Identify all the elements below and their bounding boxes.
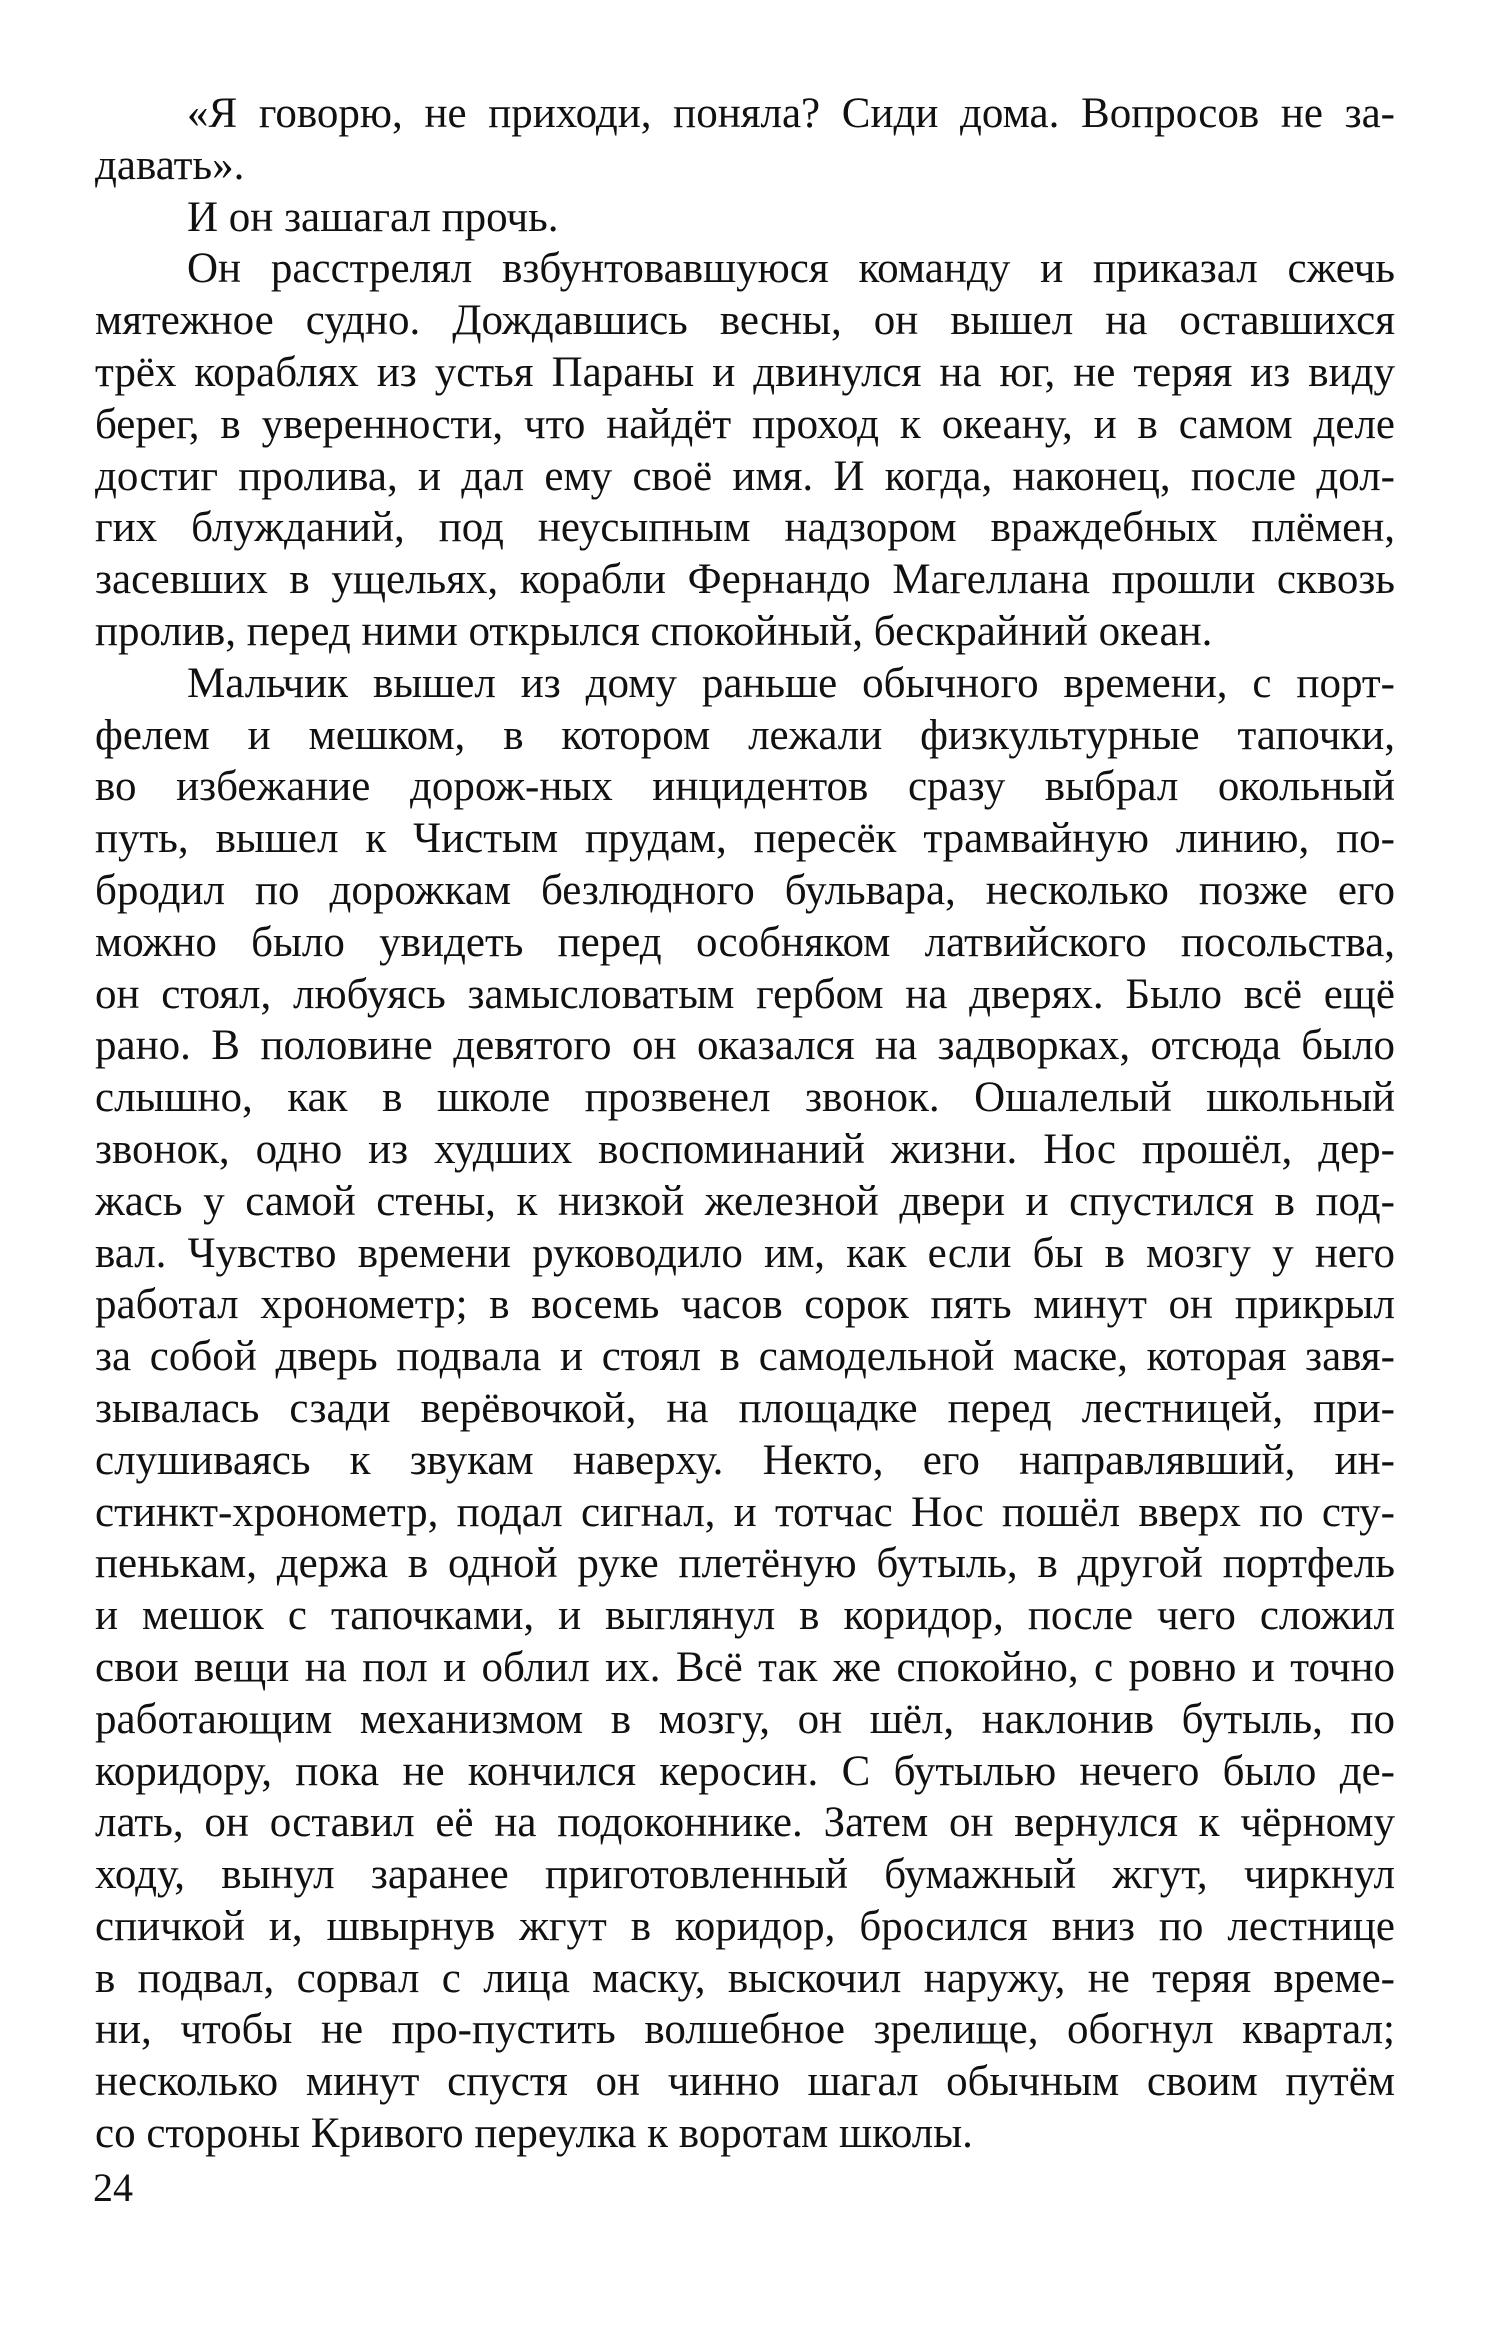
text-line: вал. Чувство времени руководило им, как если бы в мозгу у него xyxy=(95,1229,1395,1277)
text-line: слушиваясь к звукам наверху. Некто, его направлявший, ин- xyxy=(95,1436,1395,1484)
text-line: лать, он оставил её на подоконнике. Затем он вернулся к чёрному xyxy=(95,1799,1395,1847)
text-line: работающим механизмом в мозгу, он шёл, наклонив бутыль, по xyxy=(95,1695,1395,1743)
text-line: пенькам, держа в одной руке плетёную бутыль, в другой портфель xyxy=(95,1540,1395,1588)
text-line: бродил по дорожкам безлюдного бульвара, несколько позже его xyxy=(95,866,1395,914)
paragraph xyxy=(95,192,1395,244)
text-line: мятежное судно. Дождавшись весны, он вышел на оставшихся xyxy=(95,297,1395,345)
text-line: фелем и мешком, в котором лежали физкультурные тапочки, xyxy=(95,711,1395,759)
text-line: несколько минут спустя он чинно шагал обычным своим путём xyxy=(95,2058,1395,2106)
text-line: спичкой и, швырнув жгут в коридор, бросился вниз по лестнице xyxy=(95,1902,1395,1950)
text-line: гих блужданий, под неусыпным надзором враждебных плёмен, xyxy=(95,504,1395,552)
text-line: свои вещи на пол и облил их. Всё так же спокойно, с ровно и точно xyxy=(95,1643,1395,1691)
text-line: «Я говорю, не приходи, поняла? Сиди дома. Вопросов не за- xyxy=(187,90,1395,137)
text-line: во избежание дорож-ных инцидентов сразу выбрал окольный xyxy=(95,763,1395,811)
page-number: 24 xyxy=(93,2165,133,2210)
text-line: со стороны Кривого переулка к воротам школы. xyxy=(95,2110,973,2158)
text-line: он стоял, любуясь замысловатым гербом на дверях. Было всё ещё xyxy=(95,970,1395,1018)
text-line: ходу, вынул заранее приготовленный бумажный жгут, чиркнул xyxy=(95,1851,1395,1899)
text-line: достиг пролива, и дал ему своё имя. И когда, наконец, после дол- xyxy=(95,452,1395,500)
text-line: засевших в ущельях, корабли Фернандо Магеллана прошли сквозь xyxy=(95,556,1395,604)
text-line: за собой дверь подвала и стоял в самодельной маске, которая завя- xyxy=(95,1333,1395,1381)
paragraph xyxy=(95,88,1395,192)
text-line: слышно, как в школе прозвенел звонок. Ошалелый школьный xyxy=(95,1074,1395,1122)
text-line: звонок, одно из худших воспоминаний жизни. Нос прошёл, дер- xyxy=(95,1125,1395,1173)
text-line: зывалась сзади верёвочкой, на площадке перед лестницей, при- xyxy=(95,1384,1395,1432)
text-line: можно было увидеть перед особняком латвийского посольства, xyxy=(95,918,1395,966)
paragraph xyxy=(95,658,1395,2160)
text-line: пролив, перед ними открылся спокойный, бескрайний океан. xyxy=(95,607,1213,655)
text-line: ни, чтобы не про-пустить волшебное зрелище, обогнул квартал; xyxy=(95,2006,1395,2054)
text-line: Он расстрелял взбунтовавшуюся команду и приказал сжечь xyxy=(187,245,1395,293)
text-line: путь, вышел к Чистым прудам, пересёк трамвайную линию, по- xyxy=(95,815,1395,863)
body-text xyxy=(95,88,1395,2160)
text-line: жась у самой стены, к низкой железной двери и спустился в под- xyxy=(95,1177,1395,1225)
text-line: давать». xyxy=(95,141,245,189)
text-line: И он зашагал прочь. xyxy=(187,193,559,241)
paragraph xyxy=(95,243,1395,657)
text-line: стинкт-хронометр, подал сигнал, и тотчас Нос пошёл вверх по сту- xyxy=(95,1488,1395,1536)
text-line: в подвал, сорвал с лица маску, выскочил наружу, не теряя време- xyxy=(95,1954,1395,2002)
text-line: берег, в уверенности, что найдёт проход к океану, и в самом деле xyxy=(95,400,1395,448)
text-line: и мешок с тапочками, и выглянул в коридор, после чего сложил xyxy=(95,1592,1395,1640)
text-line: рано. В половине девятого он оказался на задворках, отсюда было xyxy=(95,1022,1395,1070)
text-line: коридору, пока не кончился керосин. С бутылью нечего было де- xyxy=(95,1747,1395,1795)
text-line: трёх кораблях из устья Параны и двинулся на юг, не теряя из виду xyxy=(95,348,1395,396)
text-line: работал хронометр; в восемь часов сорок пять минут он прикрыл xyxy=(95,1281,1395,1329)
text-line: Мальчик вышел из дому раньше обычного времени, с порт- xyxy=(187,659,1395,707)
